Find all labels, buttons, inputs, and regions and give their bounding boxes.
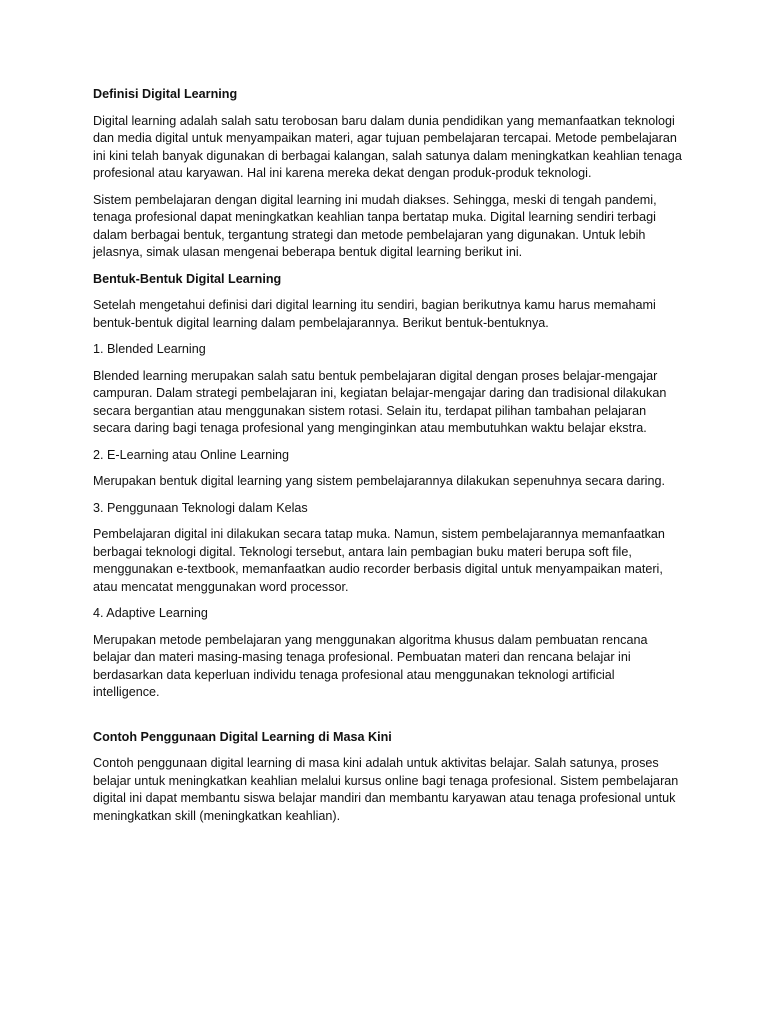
spacer [93,711,683,729]
paragraph: Pembelajaran digital ini dilakukan secara tatap muka. Namun, sistem pembelajarannya memanfaatkan berbagai teknologi digital. Teknologi tersebut, antara lain pembagian buku materi berupa soft file, menggunakan e-textbook, memanfaatkan audio recorder berbasis digital untuk menyampaikan materi, atau mencatat menggunakan word processor. [93,527,665,594]
paragraph: Digital learning adalah salah satu terobosan baru dalam dunia pendidikan yang memanfaatkan teknologi dan media digital untuk menyampaikan materi, agar tujuan pembelajaran tercapai. Metode pembelajaran ini kini telah banyak digunakan di berbagai kalangan, salah satunya dalam meningkatkan keahlian tenaga profesional atau karyawan. Hal ini karena mereka dekat dengan produk-produk teknologi. [93,113,682,180]
paragraph: Contoh penggunaan digital learning di masa kini adalah untuk aktivitas belajar. Salah satunya, proses belajar untuk meningkatkan keahlian melalui kursus online bagi tenaga profesional. Sistem pembelajaran digital ini dapat membantu siswa belajar mandiri dan membantu karyawan atau tenaga profesional untuk meningkatkan skill (meningkatkan keahlian). [93,756,679,823]
section-heading-definisi: Definisi Digital Learning [93,87,238,101]
paragraph: Blended learning merupakan salah satu bentuk pembelajaran digital dengan proses belajar-mengajar campuran. Dalam strategi pembelajaran ini, kegiatan belajar-mengajar daring dan tradisional dilakukan secara bergantian atau menggunakan sistem rotasi. Selain itu, terdapat pilihan tambahan pelajaran secara daring bagi tenaga profesional yang menginginkan atau membutuhkan waktu belajar ekstra. [93,368,667,435]
list-item-title: 3. Penggunaan Teknologi dalam Kelas [93,500,308,515]
paragraph: Sistem pembelajaran dengan digital learning ini mudah diakses. Sehingga, meski di tengah pandemi, tenaga profesional dapat meningkatkan keahlian tanpa bertatap muka. Digital learning sendiri terbagi dalam berbagai bentuk, tergantung strategi dan metode pembelajaran yang digunakan. Untuk lebih jelasnya, simak ulasan mengenai beberapa bentuk digital learning berikut ini. [93,192,657,259]
list-item-title: 2. E-Learning atau Online Learning [93,447,290,462]
section-heading-bentuk: Bentuk-Bentuk Digital Learning [93,271,282,286]
section-heading-contoh: Contoh Penggunaan Digital Learning di Masa Kini [93,729,392,744]
list-item-title: 4. Adaptive Learning [93,606,208,620]
paragraph: Merupakan metode pembelajaran yang menggunakan algoritma khusus dalam pembuatan rencana belajar dan materi masing-masing tenaga profesional. Pembuatan materi dan rencana belajar ini berdasarkan data keperluan individu tenaga profesional atau menggunakan teknologi artificial intelligence. [93,632,648,699]
list-item-title: 1. Blended Learning [93,342,206,356]
paragraph: Merupakan bentuk digital learning yang sistem pembelajarannya dilakukan sepenuhnya secara daring. [93,474,665,488]
paragraph: Setelah mengetahui definisi dari digital learning itu sendiri, bagian berikutnya kamu harus memahami bentuk-bentuk digital learning dalam pembelajarannya. Berikut bentuk-bentuknya. [93,298,656,330]
document-page [93,86,683,834]
